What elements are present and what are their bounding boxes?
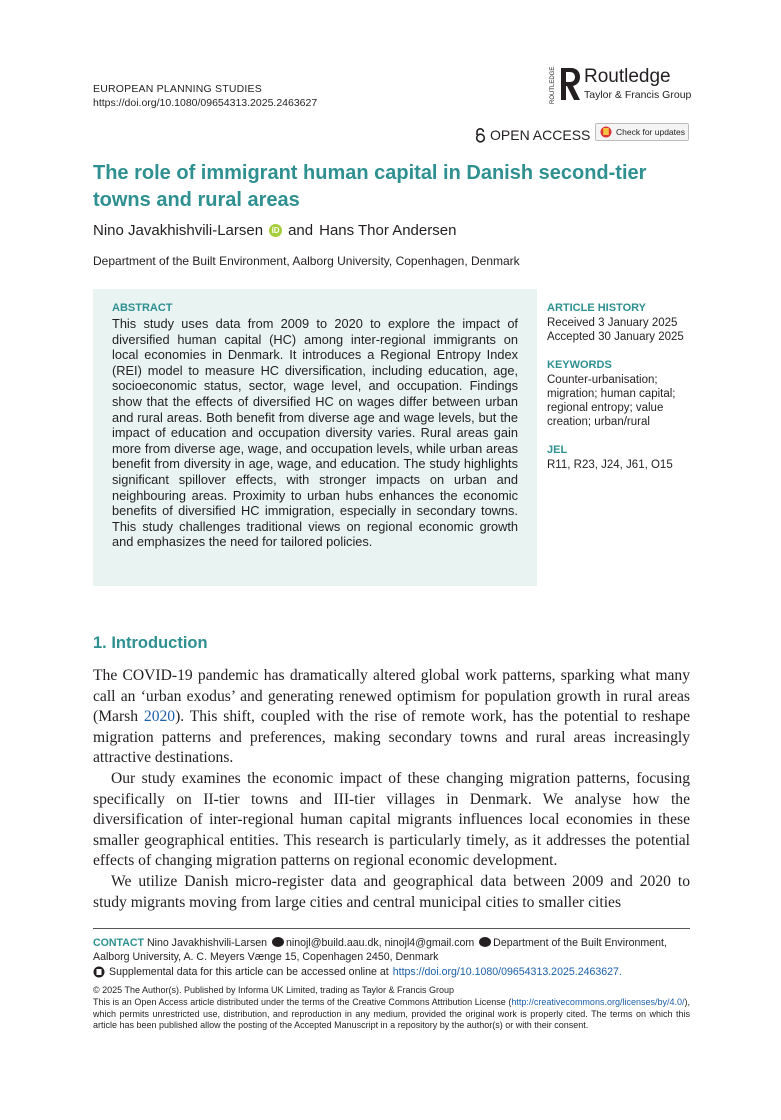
keywords-list: Counter-urbanisation; migration; human capital; regional entropy; value creation; urban/rural — [547, 374, 676, 428]
orcid-icon[interactable]: iD — [269, 224, 282, 237]
author-line — [93, 222, 456, 239]
intro-paragraph-2: Our study examines the economic impact of these changing migration patterns, focusing specifically on II-tier towns and III-tier villages in Denmark. We analyse how the diversification of inter-regional human capital migrants influences local economies in these smaller geographical entities. This research is particularly timely, as it addresses the potential effects of changing migration patterns on regional economic development. — [93, 769, 690, 870]
footnote-divider — [93, 928, 690, 929]
author-affiliation: Department of the Built Environment, Aalborg University, Copenhagen, Denmark — [93, 254, 520, 268]
publisher-subtitle: Taylor & Francis Group — [584, 89, 692, 101]
author-separator: and — [288, 222, 314, 239]
supplemental-link[interactable]: https://doi.org/10.1080/09654313.2025.2463627. — [392, 966, 622, 978]
check-for-updates-label: Check for updates — [616, 127, 685, 137]
author-1[interactable]: Nino Javakhishvili-Larsen — [93, 222, 264, 239]
intro-paragraph-1 — [93, 666, 690, 769]
jel-codes: R11, R23, J24, J61, O15 — [547, 459, 673, 471]
accepted-date: Accepted 30 January 2025 — [547, 331, 684, 343]
check-for-updates-button[interactable] — [595, 123, 689, 141]
email-icon — [272, 937, 284, 947]
journal-name: EUROPEAN PLANNING STUDIES — [93, 83, 262, 95]
license-after: ), which permits unrestricted use, distribution, and reproduction in any medium, provided the original work is properly cited. The terms on which this article has been published allow the posting of the Accepted Manuscript in a repository by the author(s) or with their consent. — [93, 997, 690, 1030]
address-icon — [479, 937, 491, 947]
contact-address: Department of the Built Environment, Aalborg University, A. C. Meyers Vænge 15, Copenhagen 2450, Denmark — [93, 937, 667, 963]
intro-p1-text: The COVID-19 pandemic has dramatically altered global work patterns, sparking what many call an ‘urban exodus’ and generating renewed optimism for population growth in rural areas (Marsh — [93, 667, 690, 726]
received-date: Received 3 January 2025 — [547, 317, 678, 329]
intro-p1-text-end: ). This shift, coupled with the rise of remote work, has the potential to reshape migration patterns and preferences, making secondary towns and rural areas increasingly attractive destinations. — [93, 708, 691, 767]
publisher-name: Routledge — [584, 66, 671, 87]
jel-heading: JEL — [547, 444, 568, 456]
license-link[interactable]: http://creativecommons.org/licenses/by/4.0/ — [511, 997, 685, 1007]
contact-email-1[interactable]: ninojl@build.aau.dk, — [286, 937, 382, 949]
contact-name: Nino Javakhishvili-Larsen — [146, 937, 268, 949]
section-heading-introduction: 1. Introduction — [93, 634, 208, 652]
contact-label: CONTACT — [93, 937, 144, 949]
author-2[interactable]: Hans Thor Andersen — [319, 222, 457, 239]
open-access-badge — [475, 127, 590, 143]
article-title: The role of immigrant human capital in Danish second-tier towns and rural areas — [93, 162, 647, 211]
introduction-body — [93, 666, 690, 913]
publisher-logo[interactable] — [547, 64, 697, 106]
open-lock-icon — [475, 128, 486, 143]
copyright-line: © 2025 The Author(s). Published by Informa UK Limited, trading as Taylor & Francis Group — [93, 985, 454, 995]
license-text — [93, 997, 690, 1032]
article-doi[interactable]: https://doi.org/10.1080/09654313.2025.2463627 — [93, 97, 318, 109]
intro-paragraph-3: We utilize Danish micro-register data and geographical data between 2009 and 2020 to study migrants moving from large cities and central municipal cities to smaller cities — [93, 872, 690, 911]
license-before: This is an Open Access article distributed under the terms of the Creative Commons Attribution License ( — [93, 997, 512, 1007]
keywords-heading: KEYWORDS — [547, 359, 612, 371]
publisher-vertical-text: ROUTLEDGE — [550, 66, 556, 104]
supplemental-text: Supplemental data for this article can be accessed online at — [109, 966, 389, 978]
supplemental-note — [93, 965, 690, 979]
contact-info — [93, 936, 690, 964]
abstract-text: This study uses data from 2009 to 2020 to explore the impact of diversified human capital (HC) among inter-regional immigrants on local economies in Denmark. It introduces a Regional Entropy Index (REI) model to measure HC diversification, including education, age, socioeconomic status, sector, wage level, and occupation. Findings show that the effects of diversified HC on wages differ between urban and rural areas. Both benefit from diverse age and wage levels, but the impact of education and occupation diversity varies. Rural areas gain more from diverse age, wage, and occupation levels, while urban areas benefit from diversity in age, wage, and education. The study highlights significant spillover effects, with stronger impacts on urban and neighbouring areas. Proximity to urban hubs enhances the economic benefits of diversified HC immigration, especially in secondary towns. This study challenges traditional views on regional economic growth and emphasizes the need for tailored policies. — [112, 316, 518, 550]
citation-link[interactable]: 2020 — [143, 708, 176, 726]
crossmark-icon — [600, 126, 612, 138]
supplemental-icon — [93, 966, 105, 978]
contact-email-2[interactable]: ninojl4@gmail.com — [384, 937, 475, 949]
article-history-heading: ARTICLE HISTORY — [547, 302, 647, 314]
routledge-logo-icon — [547, 64, 581, 106]
open-access-label: OPEN ACCESS — [490, 127, 591, 143]
abstract-heading: ABSTRACT — [112, 302, 173, 314]
